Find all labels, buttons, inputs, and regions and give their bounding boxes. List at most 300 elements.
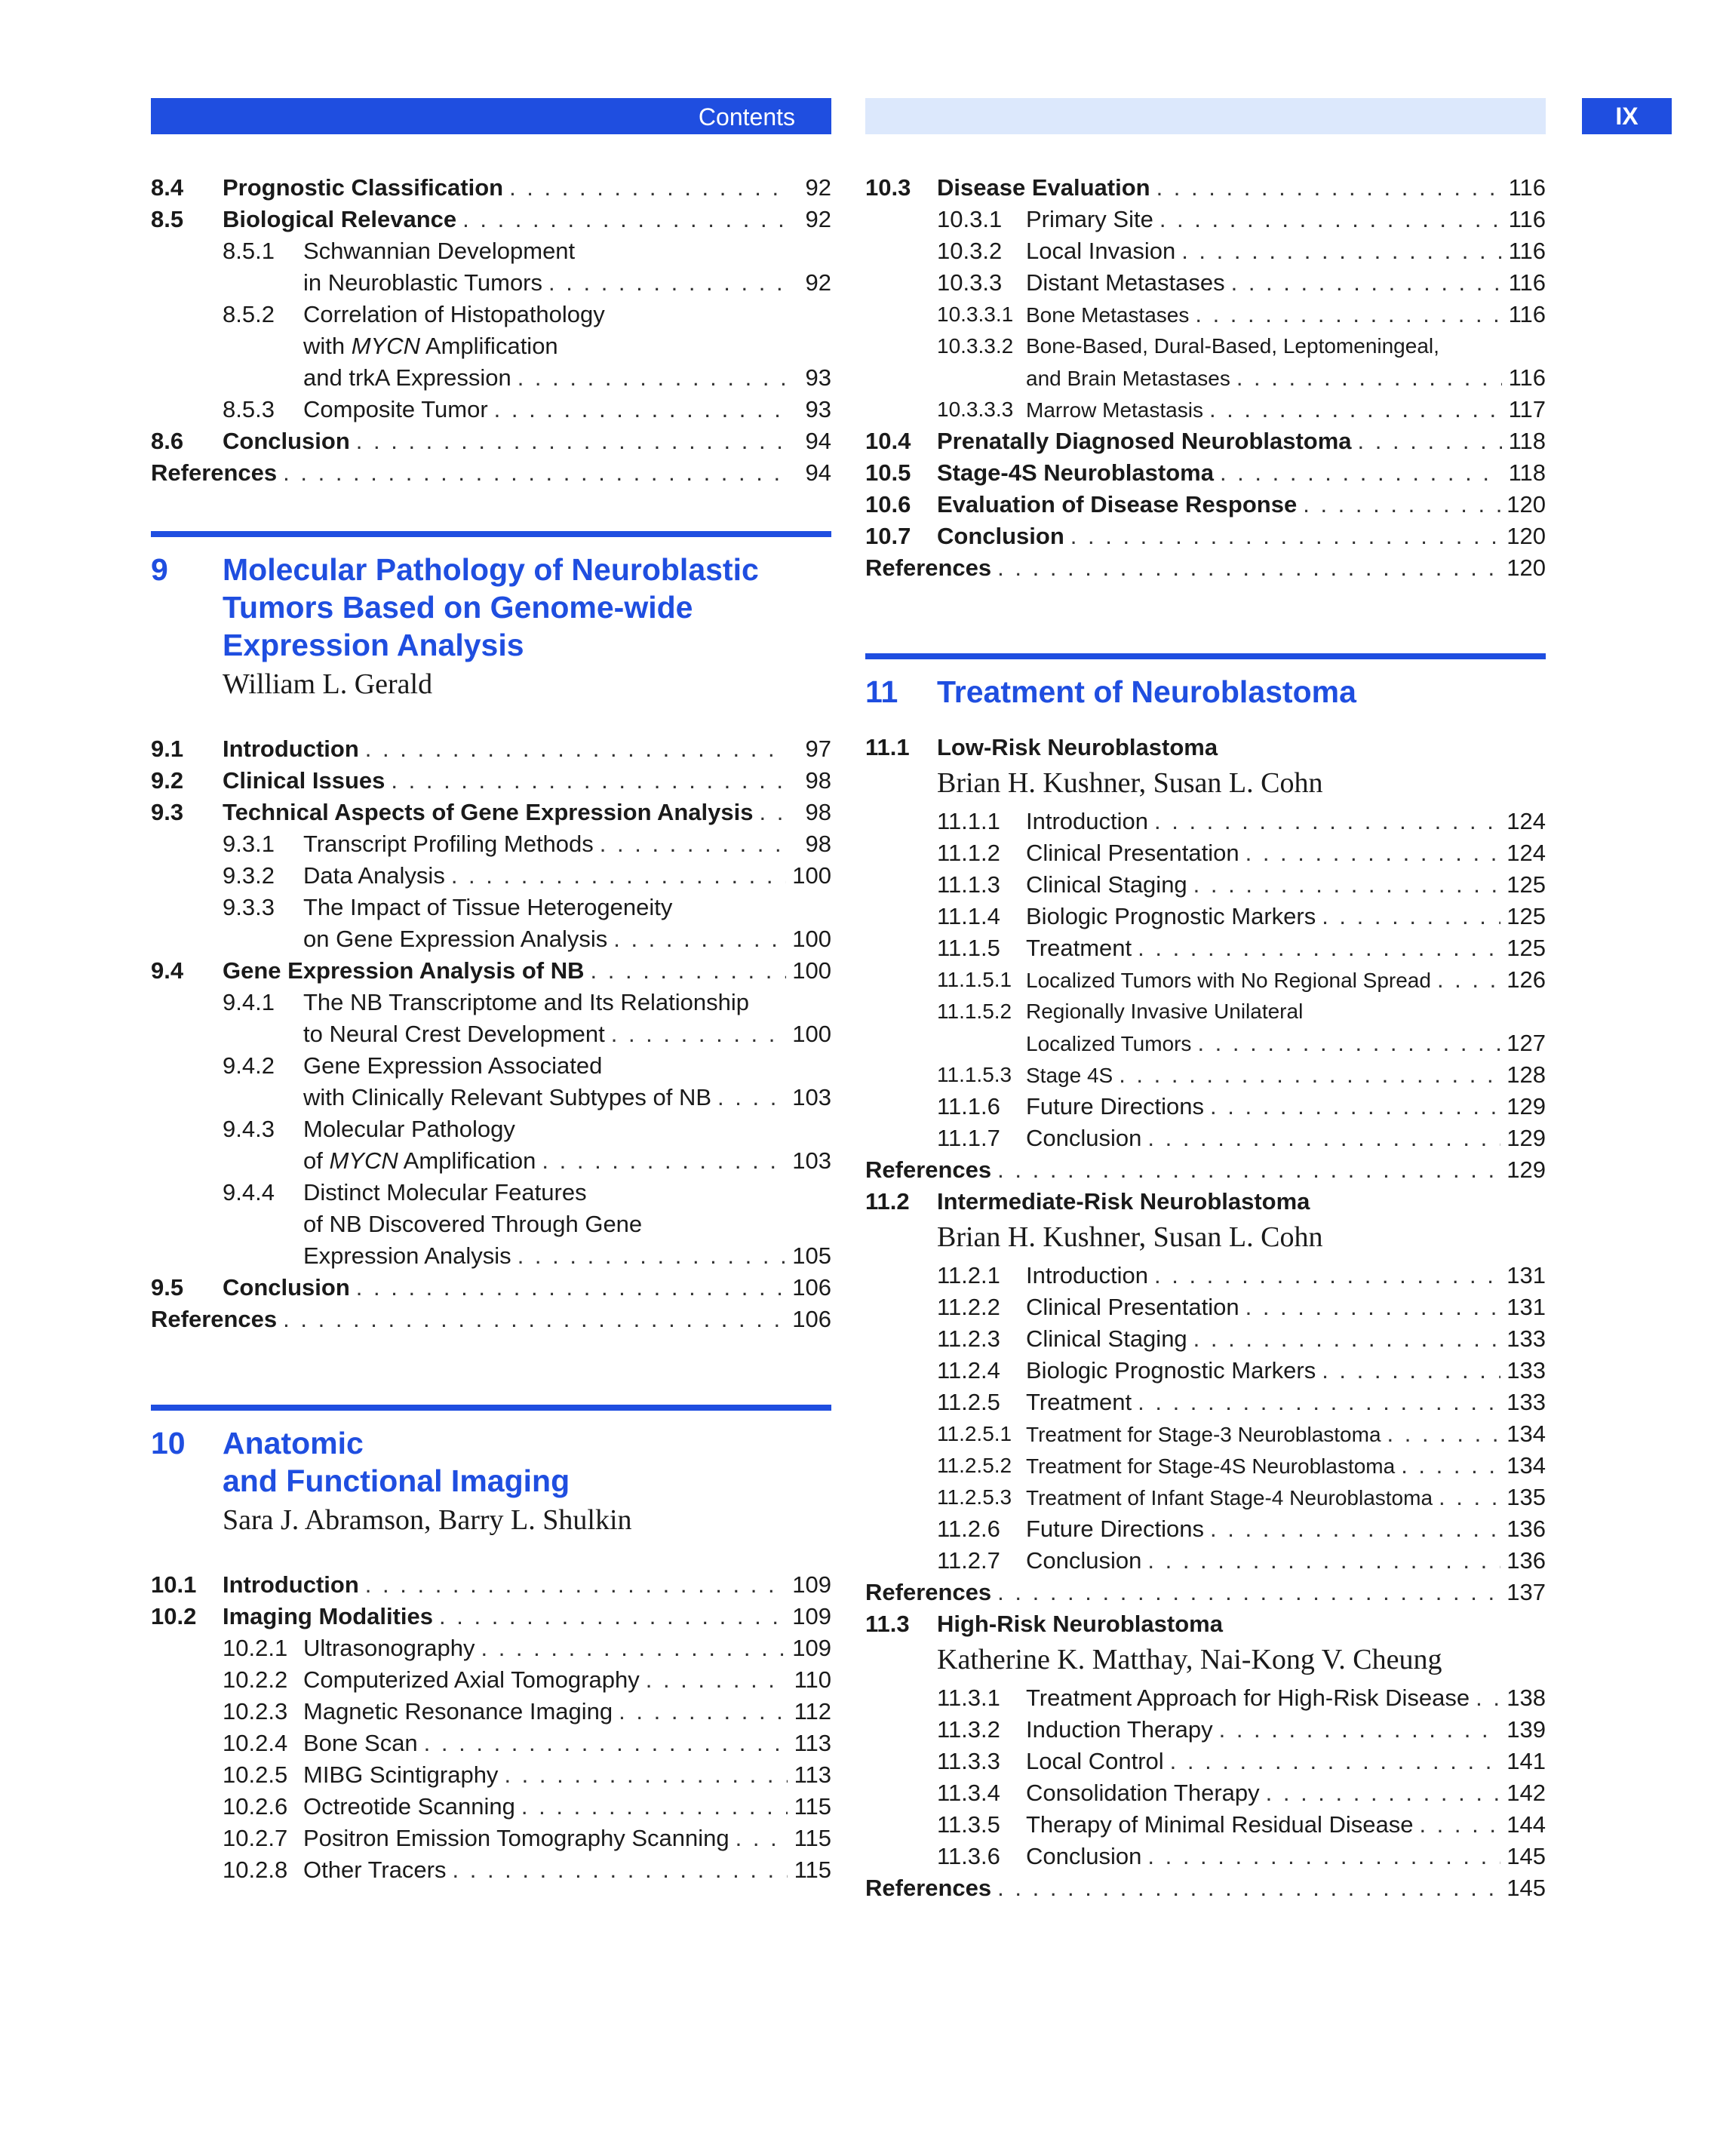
chapter-rule <box>865 653 1546 659</box>
chapter-title-line[interactable]: Tumors Based on Genome-wide <box>223 590 693 625</box>
leader-dots <box>1138 1387 1500 1418</box>
leader-dots <box>997 552 1500 584</box>
chapter-title-line[interactable]: Anatomic <box>223 1426 364 1460</box>
toc-entry[interactable] <box>151 1728 831 1759</box>
toc-entry-page: 97 <box>805 736 831 762</box>
toc-entry-number: 10.3.2 <box>937 238 1003 264</box>
leader-dots <box>600 828 788 860</box>
leader-dots <box>997 1154 1500 1186</box>
toc-entry-title: Introduction <box>223 736 359 762</box>
toc-entry-title: Computerized Axial Tomography <box>303 1666 640 1693</box>
toc-entry-number: 8.4 <box>151 174 184 201</box>
toc-entry[interactable] <box>865 1123 1546 1154</box>
toc-entry-number: 9.4 <box>151 957 184 984</box>
leader-dots <box>1437 964 1500 996</box>
toc-entry-number: 10.2.6 <box>223 1793 288 1820</box>
leader-dots <box>1070 521 1500 552</box>
toc-entry[interactable] <box>151 892 831 923</box>
toc-entry[interactable] <box>865 1746 1546 1777</box>
toc-entry-number: 11.1.5.1 <box>937 968 1012 991</box>
toc-entry-number: 8.6 <box>151 428 184 454</box>
toc-entry-title: Ultrasonography <box>303 1635 475 1661</box>
toc-entry-title: Therapy of Minimal Residual Disease <box>1026 1811 1414 1838</box>
leader-dots <box>1154 1260 1500 1291</box>
toc-entry-title: Clinical Issues <box>223 767 385 794</box>
toc-entry-number: 11.2.5.3 <box>937 1485 1012 1509</box>
toc-section-heading[interactable] <box>865 1186 1546 1218</box>
toc-entry[interactable] <box>151 797 831 828</box>
toc-entry-page: 145 <box>1507 1875 1546 1901</box>
toc-entry[interactable] <box>865 1059 1546 1091</box>
toc-entry-title: Imaging Modalities <box>223 1603 434 1629</box>
toc-entry-title: with MYCN Amplification <box>303 333 558 359</box>
leader-dots <box>1303 489 1500 521</box>
toc-entry[interactable] <box>865 1323 1546 1355</box>
toc-entry-number: 9.3.2 <box>223 862 275 889</box>
toc-entry[interactable] <box>151 765 831 797</box>
toc-entry-title: Stage 4S <box>1026 1064 1113 1087</box>
toc-entry-title: Conclusion <box>1026 1843 1142 1869</box>
toc-entry-page: 120 <box>1507 523 1546 549</box>
toc-entry-number: 8.5.3 <box>223 396 275 422</box>
toc-entry[interactable] <box>865 330 1546 362</box>
toc-entry[interactable] <box>151 1240 831 1272</box>
toc-entry-number: 10.4 <box>865 428 911 454</box>
toc-entry-title: Introduction <box>223 1571 359 1598</box>
toc-entry-number: 11.1.7 <box>937 1125 1000 1151</box>
running-header-label: Contents <box>698 103 795 131</box>
toc-entry[interactable] <box>865 806 1546 837</box>
toc-entry-title: to Neural Crest Development <box>303 1021 605 1047</box>
toc-entry-number: 11.2.5.2 <box>937 1454 1012 1477</box>
toc-entry-number: 9.3.1 <box>223 831 275 857</box>
toc-entry-title: Expression Analysis <box>303 1242 511 1269</box>
toc-entry-number: 11.3.4 <box>937 1780 1000 1806</box>
toc-entry[interactable] <box>865 1872 1546 1904</box>
toc-entry[interactable] <box>865 964 1546 996</box>
toc-entry-number: 10.2.8 <box>223 1857 288 1883</box>
toc-entry-title: Regionally Invasive Unilateral <box>1026 1000 1304 1023</box>
chapter-10-heading <box>151 1424 831 1539</box>
toc-entry-page: 129 <box>1507 1156 1546 1183</box>
toc-entry-title: with Clinically Relevant Subtypes of NB <box>303 1084 712 1110</box>
chapter-title-line[interactable]: Expression Analysis <box>223 628 524 662</box>
toc-entry-page: 116 <box>1508 301 1546 327</box>
toc-entry[interactable] <box>151 1601 831 1632</box>
toc-entry[interactable] <box>865 1482 1546 1513</box>
toc-entry-number: 8.5.2 <box>223 301 275 327</box>
chapter-author: William L. Gerald <box>223 668 433 700</box>
toc-entry-title: Other Tracers <box>303 1857 447 1883</box>
toc-entry[interactable] <box>151 1113 831 1145</box>
leader-dots <box>365 1569 786 1601</box>
toc-entry-title: References <box>151 1306 278 1332</box>
toc-entry-page: 124 <box>1507 808 1546 834</box>
toc-entry-page: 118 <box>1508 428 1546 454</box>
leader-dots <box>356 1272 786 1304</box>
leader-dots <box>1419 1809 1500 1841</box>
toc-entry-page: 93 <box>805 364 831 391</box>
toc-entry[interactable] <box>865 901 1546 932</box>
toc-entry-number: 10.2.5 <box>223 1761 288 1788</box>
toc-entry-page: 116 <box>1508 269 1546 296</box>
toc-entry[interactable] <box>865 1387 1546 1418</box>
toc-entry-number: 10.6 <box>865 491 911 518</box>
toc-entry-number: 11.3.1 <box>937 1685 1000 1711</box>
leader-dots <box>1220 457 1502 489</box>
toc-entry[interactable] <box>151 1145 831 1177</box>
toc-block-ch10-cont <box>865 172 1546 584</box>
leader-dots <box>1476 1682 1500 1714</box>
toc-entry[interactable] <box>865 1154 1546 1186</box>
toc-entry-number: 9.5 <box>151 1274 184 1301</box>
toc-entry-number: 11.3 <box>865 1611 910 1637</box>
toc-entry[interactable] <box>865 1091 1546 1123</box>
toc-entry-page: 133 <box>1507 1325 1546 1352</box>
toc-entry-number: 10.2.3 <box>223 1698 288 1724</box>
leader-dots <box>1193 1323 1501 1355</box>
toc-entry[interactable] <box>151 923 831 955</box>
toc-entry[interactable] <box>865 1355 1546 1387</box>
toc-entry-number: 10.3.3 <box>937 269 1003 296</box>
toc-entry[interactable] <box>151 425 831 457</box>
toc-entry-title: Local Control <box>1026 1748 1164 1774</box>
toc-entry-page: 125 <box>1507 871 1546 898</box>
toc-entry-number: 11.1.6 <box>937 1093 1000 1119</box>
toc-entry-number: 11.1.1 <box>937 808 1000 834</box>
leader-dots <box>1387 1418 1501 1450</box>
toc-entry-title: Data Analysis <box>303 862 445 889</box>
toc-entry-page: 134 <box>1507 1452 1546 1479</box>
toc-entry-title: References <box>865 1156 992 1183</box>
toc-entry-number: 9.3 <box>151 799 184 825</box>
toc-entry[interactable] <box>865 1260 1546 1291</box>
leader-dots <box>521 1791 788 1823</box>
toc-entry-number: 11.3.5 <box>937 1811 1000 1838</box>
toc-entry-number: 9.4.3 <box>223 1116 275 1142</box>
toc-entry[interactable] <box>865 1418 1546 1450</box>
toc-entry-page: 98 <box>805 767 831 794</box>
toc-entry[interactable] <box>865 837 1546 869</box>
leader-dots <box>462 204 788 235</box>
toc-entry-title: Correlation of Histopathology <box>303 301 605 327</box>
toc-entry-title: Localized Tumors with No Regional Spread <box>1026 969 1431 992</box>
toc-entry-page: 129 <box>1507 1125 1546 1151</box>
toc-entry[interactable] <box>151 1632 831 1664</box>
toc-entry-number: 11.1.3 <box>937 871 1000 898</box>
toc-entry[interactable] <box>865 996 1546 1027</box>
toc-entry[interactable] <box>865 1027 1546 1059</box>
toc-entry[interactable] <box>865 1291 1546 1323</box>
toc-entry-page: 92 <box>805 174 831 201</box>
toc-entry-title: The NB Transcriptome and Its Relationship <box>303 989 749 1015</box>
toc-entry-page: 134 <box>1507 1420 1546 1447</box>
toc-entry-title: Marrow Metastasis <box>1026 398 1203 422</box>
toc-entry[interactable] <box>151 828 831 860</box>
toc-entry-title: Conclusion <box>223 428 350 454</box>
toc-entry[interactable] <box>865 235 1546 267</box>
toc-entry-title: Prenatally Diagnosed Neuroblastoma <box>937 428 1352 454</box>
toc-entry-title: Bone-Based, Dural-Based, Leptomeningeal, <box>1026 334 1439 358</box>
toc-entry-page: 100 <box>792 862 831 889</box>
toc-entry[interactable] <box>151 330 831 362</box>
toc-entry-page: 112 <box>794 1698 831 1724</box>
toc-entry-page: 118 <box>1508 459 1546 486</box>
toc-entry[interactable] <box>865 932 1546 964</box>
toc-block-ch9 <box>151 733 831 1335</box>
toc-entry-title: in Neuroblastic Tumors <box>303 269 543 296</box>
toc-entry[interactable] <box>151 1177 831 1209</box>
toc-entry-title: Low-Risk Neuroblastoma <box>937 734 1218 760</box>
toc-entry-page: 115 <box>794 1825 831 1851</box>
leader-dots <box>391 765 788 797</box>
leader-dots <box>1358 425 1502 457</box>
chapter-title-line[interactable]: and Functional Imaging <box>223 1463 570 1498</box>
toc-entry-number: 9.4.4 <box>223 1179 275 1205</box>
toc-entry-number: 11.3.2 <box>937 1716 1000 1743</box>
toc-entry-page: 124 <box>1507 840 1546 866</box>
leader-dots <box>509 172 788 204</box>
toc-entry-page: 120 <box>1507 554 1546 581</box>
toc-entry-page: 92 <box>805 206 831 232</box>
leader-dots <box>591 955 787 987</box>
leader-dots <box>646 1664 788 1696</box>
toc-entry-page: 116 <box>1508 174 1546 201</box>
toc-entry-page: 94 <box>805 428 831 454</box>
toc-entry-number: 11.1 <box>865 734 910 760</box>
leader-dots <box>424 1728 788 1759</box>
toc-entry[interactable] <box>151 1664 831 1696</box>
toc-entry[interactable] <box>151 1018 831 1050</box>
toc-entry-page: 100 <box>792 1021 831 1047</box>
page-number: IX <box>1615 103 1639 130</box>
toc-entry[interactable] <box>865 869 1546 901</box>
toc-entry[interactable] <box>151 860 831 892</box>
toc-entry[interactable] <box>865 489 1546 521</box>
toc-entry-title: Clinical Staging <box>1026 871 1187 898</box>
chapter-number[interactable]: 9 <box>151 552 168 587</box>
chapter-number[interactable]: 11 <box>865 674 898 709</box>
toc-entry-page: 125 <box>1507 903 1546 929</box>
section-author: Katherine K. Matthay, Nai-Kong V. Cheung <box>937 1644 1442 1675</box>
toc-entry-title: of NB Discovered Through Gene <box>303 1211 643 1237</box>
leader-dots <box>481 1632 786 1664</box>
leader-dots <box>1210 1091 1500 1123</box>
toc-entry-page: 113 <box>794 1761 831 1788</box>
toc-block-ch8 <box>151 172 831 489</box>
toc-column-left <box>151 172 831 1886</box>
toc-entry-page: 109 <box>792 1635 831 1661</box>
leader-dots <box>619 1696 788 1728</box>
toc-entry-number: 11.3.6 <box>937 1843 1000 1869</box>
toc-entry[interactable] <box>865 521 1546 552</box>
toc-entry[interactable] <box>151 204 831 235</box>
chapter-title[interactable]: Treatment of Neuroblastoma <box>937 674 1356 709</box>
leader-dots <box>760 797 788 828</box>
toc-entry[interactable] <box>865 425 1546 457</box>
toc-entry-page: 129 <box>1507 1093 1546 1119</box>
toc-entry-page: 142 <box>1507 1780 1546 1806</box>
toc-entry-page: 105 <box>792 1242 831 1269</box>
toc-entry-number: 11.3.3 <box>937 1748 1000 1774</box>
toc-entry[interactable] <box>865 1450 1546 1482</box>
toc-entry[interactable] <box>865 1545 1546 1577</box>
toc-entry-page: 145 <box>1507 1843 1546 1869</box>
leader-dots <box>1159 204 1502 235</box>
leader-dots <box>1147 1841 1500 1872</box>
toc-entry[interactable] <box>151 1050 831 1082</box>
toc-entry-title: Treatment Approach for High-Risk Disease <box>1026 1685 1470 1711</box>
toc-entry[interactable] <box>865 1513 1546 1545</box>
toc-entry[interactable] <box>151 955 831 987</box>
toc-entry[interactable] <box>865 1714 1546 1746</box>
toc-entry-page: 116 <box>1508 364 1546 391</box>
toc-entry[interactable] <box>865 1682 1546 1714</box>
toc-entry-page: 138 <box>1507 1685 1546 1711</box>
toc-entry-number: 11.2.5 <box>937 1389 1000 1415</box>
toc-entry-number: 10.3.3.3 <box>937 398 1014 421</box>
toc-entry-title: Treatment for Stage-3 Neuroblastoma <box>1026 1423 1381 1446</box>
leader-dots <box>1236 362 1502 394</box>
toc-entry[interactable] <box>151 1696 831 1728</box>
toc-entry-title: Biologic Prognostic Markers <box>1026 903 1316 929</box>
toc-entry-page: 127 <box>1507 1030 1546 1056</box>
toc-entry-page: 125 <box>1507 935 1546 961</box>
chapter-author: Sara J. Abramson, Barry L. Shulkin <box>223 1504 632 1536</box>
toc-entry-page: 116 <box>1508 206 1546 232</box>
toc-entry[interactable] <box>151 394 831 425</box>
toc-entry-title: Disease Evaluation <box>937 174 1150 201</box>
toc-entry-title: Clinical Presentation <box>1026 1294 1239 1320</box>
toc-entry-title: Prognostic Classification <box>223 174 504 201</box>
toc-entry-title: References <box>151 459 278 486</box>
toc-entry[interactable] <box>151 457 831 489</box>
toc-entry-title: Future Directions <box>1026 1516 1205 1542</box>
toc-entry[interactable] <box>865 394 1546 425</box>
toc-entry-title: Biologic Prognostic Markers <box>1026 1357 1316 1384</box>
toc-entry[interactable] <box>151 1791 831 1823</box>
toc-entry-title: Bone Scan <box>303 1730 418 1756</box>
toc-entry[interactable] <box>865 1577 1546 1608</box>
toc-entry-title: Local Invasion <box>1026 238 1176 264</box>
leader-dots <box>1119 1059 1500 1091</box>
toc-entry-title: Schwannian Development <box>303 238 576 264</box>
toc-entry[interactable] <box>865 299 1546 330</box>
toc-entry-number: 10.2.4 <box>223 1730 288 1756</box>
leader-dots <box>283 1304 786 1335</box>
toc-entry-title: Biological Relevance <box>223 206 457 232</box>
toc-entry[interactable] <box>151 1304 831 1335</box>
toc-entry[interactable] <box>151 267 831 299</box>
toc-entry[interactable] <box>151 362 831 394</box>
leader-dots <box>451 860 786 892</box>
toc-entry[interactable] <box>151 987 831 1018</box>
toc-entry-number: 9.4.1 <box>223 989 275 1015</box>
leader-dots <box>518 1240 787 1272</box>
page-number-box <box>1582 98 1672 134</box>
toc-entry[interactable] <box>865 1809 1546 1841</box>
leader-dots <box>1245 1291 1501 1323</box>
toc-entry-number: 10.5 <box>865 459 911 486</box>
toc-entry-number: 8.5.1 <box>223 238 275 264</box>
toc-section-heading[interactable] <box>865 1608 1546 1640</box>
toc-entry-page: 109 <box>792 1571 831 1598</box>
toc-entry[interactable] <box>151 172 831 204</box>
leader-dots <box>542 1145 786 1177</box>
toc-entry-page: 136 <box>1507 1516 1546 1542</box>
toc-entry[interactable] <box>151 299 831 330</box>
toc-entry[interactable] <box>151 1569 831 1601</box>
toc-entry-page: 126 <box>1507 966 1546 993</box>
toc-entry[interactable] <box>151 733 831 765</box>
leader-dots <box>548 267 788 299</box>
toc-entry[interactable] <box>151 1209 831 1240</box>
toc-entry[interactable] <box>151 235 831 267</box>
toc-entry-number: 11.2.2 <box>937 1294 1000 1320</box>
toc-entry[interactable] <box>865 457 1546 489</box>
chapter-number[interactable]: 10 <box>151 1426 186 1460</box>
toc-entry[interactable] <box>865 1841 1546 1872</box>
toc-entry-number: 10.2.1 <box>223 1635 288 1661</box>
toc-entry-title: Evaluation of Disease Response <box>937 491 1298 518</box>
toc-block-ch10 <box>151 1569 831 1886</box>
toc-entry-number: 11.1.2 <box>937 840 1000 866</box>
section-author: Brian H. Kushner, Susan L. Cohn <box>937 1221 1323 1253</box>
toc-entry-page: 93 <box>805 396 831 422</box>
toc-entry-title: Bone Metastases <box>1026 303 1190 327</box>
toc-entry[interactable] <box>151 1823 831 1854</box>
leader-dots <box>1231 267 1502 299</box>
leader-dots <box>1195 299 1502 330</box>
leader-dots <box>494 394 788 425</box>
toc-entry-page: 117 <box>1508 396 1546 422</box>
toc-entry-title: References <box>865 1579 992 1605</box>
toc-entry[interactable] <box>151 1082 831 1113</box>
leader-dots <box>1147 1123 1500 1154</box>
toc-entry[interactable] <box>151 1854 831 1886</box>
toc-entry[interactable] <box>865 552 1546 584</box>
toc-entry-title: Intermediate-Risk Neuroblastoma <box>937 1188 1310 1215</box>
toc-entry-number: 9.2 <box>151 767 184 794</box>
leader-dots <box>997 1577 1500 1608</box>
toc-column-right <box>865 172 1546 1904</box>
toc-entry-title: Distinct Molecular Features <box>303 1179 587 1205</box>
toc-entry-page: 131 <box>1507 1294 1546 1320</box>
toc-entry[interactable] <box>865 267 1546 299</box>
leader-dots <box>1210 1513 1500 1545</box>
toc-entry-page: 98 <box>805 831 831 857</box>
toc-entry[interactable] <box>865 362 1546 394</box>
leader-dots <box>611 1018 787 1050</box>
chapter-title-line[interactable]: Molecular Pathology of Neuroblastic <box>223 552 759 587</box>
toc-entry[interactable] <box>865 204 1546 235</box>
toc-entry[interactable] <box>151 1759 831 1791</box>
toc-entry-title: Clinical Presentation <box>1026 840 1239 866</box>
toc-entry-title: MIBG Scintigraphy <box>303 1761 499 1788</box>
toc-entry-number: 11.2.1 <box>937 1262 1000 1288</box>
toc-entry[interactable] <box>151 1272 831 1304</box>
leader-dots <box>504 1759 788 1791</box>
toc-entry[interactable] <box>865 172 1546 204</box>
toc-entry-number: 8.5 <box>151 206 184 232</box>
toc-entry-page: 133 <box>1507 1357 1546 1384</box>
toc-entry-page: 100 <box>792 926 831 952</box>
leader-dots <box>1170 1746 1501 1777</box>
toc-entry-number: 10.7 <box>865 523 911 549</box>
toc-entry-title: Introduction <box>1026 1262 1148 1288</box>
toc-entry[interactable] <box>865 1777 1546 1809</box>
toc-section-heading[interactable] <box>865 732 1546 763</box>
